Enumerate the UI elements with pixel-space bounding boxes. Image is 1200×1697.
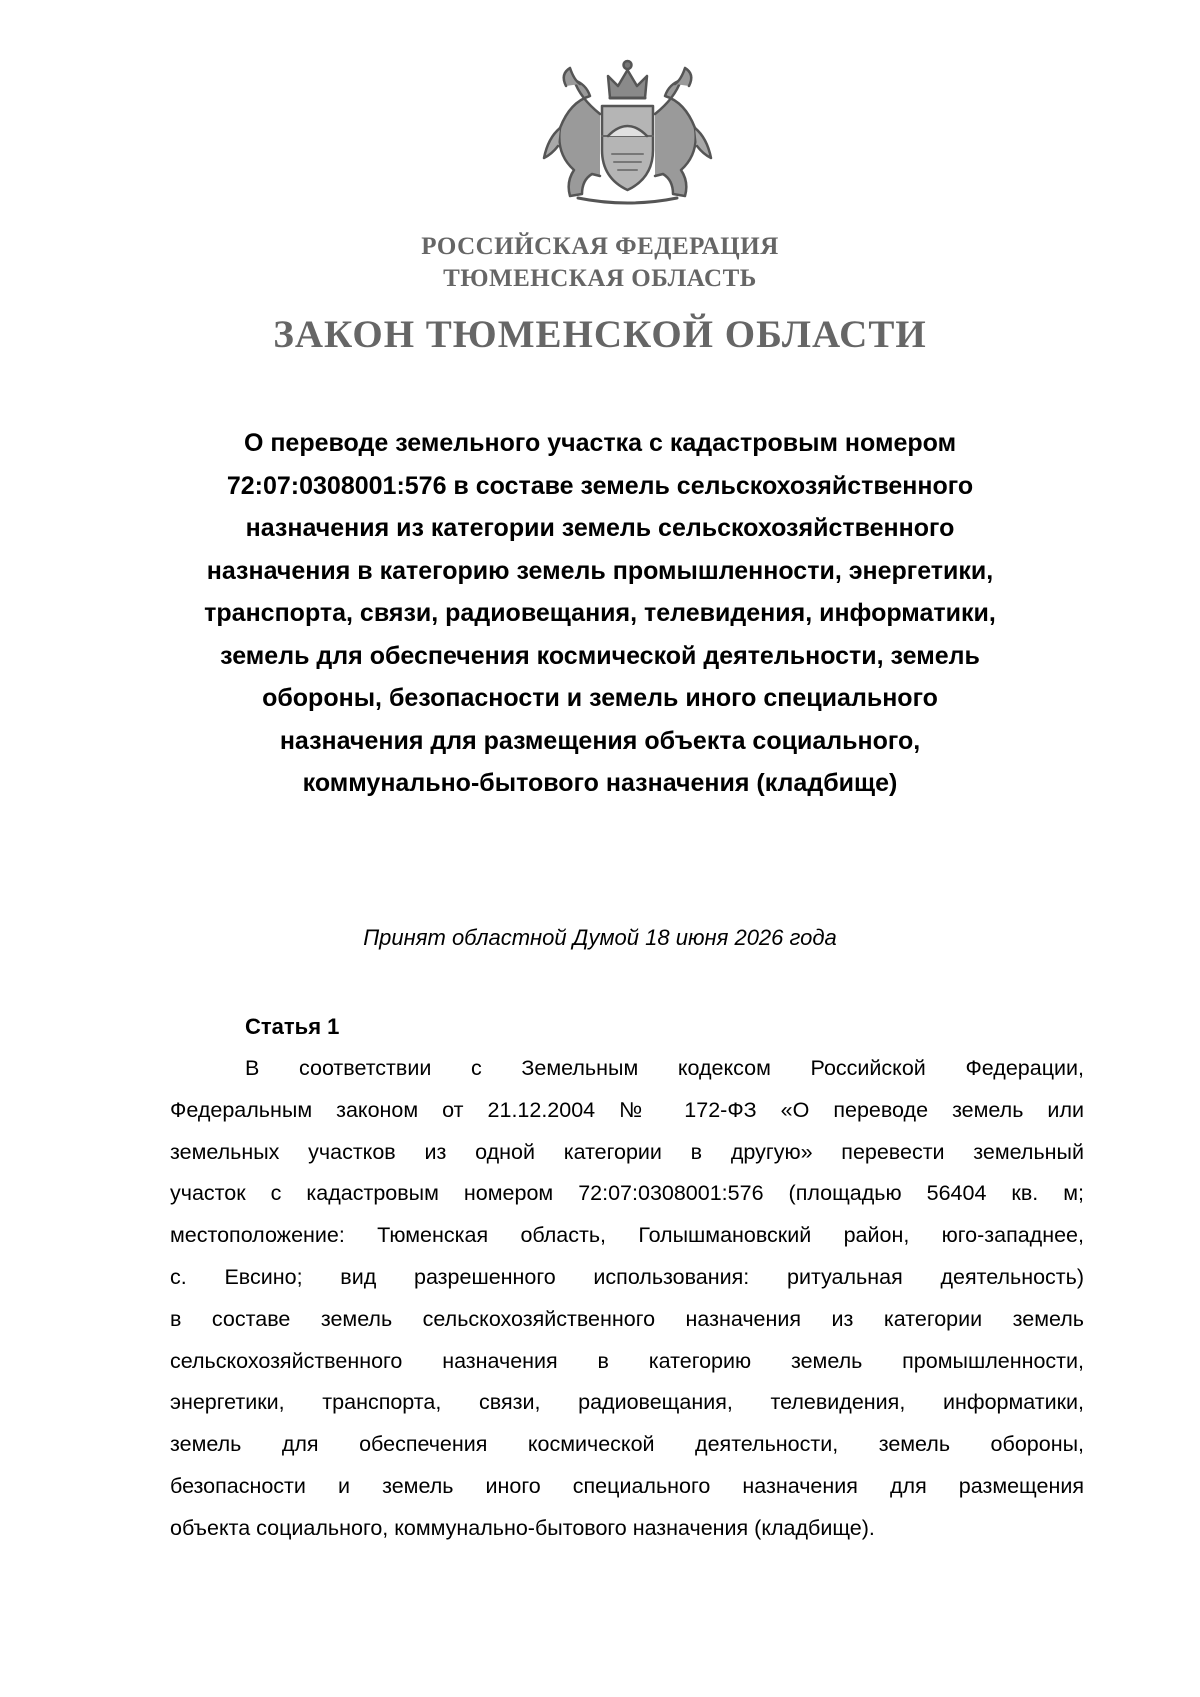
article-line: земельных участков из одной категории в другую» перевести земельный <box>170 1139 1084 1164</box>
title-line: 72:07:0308001:576 в составе земель сельскохозяйственного <box>226 471 974 500</box>
document-type-heading: ЗАКОН ТЮМЕНСКОЙ ОБЛАСТИ <box>273 313 927 356</box>
article-line: местоположение: Тюменская область, Голышмановский район, юго-западнее, <box>170 1223 1084 1248</box>
title-line: О переводе земельного участка с кадастровым номером <box>243 429 957 457</box>
article-line: В соответствии с Земельным кодексом Российской Федерации, <box>245 1056 1084 1080</box>
article-line: безопасности и земель иного специального назначения для размещения <box>170 1473 1084 1498</box>
country-heading: РОССИЙСКАЯ ФЕДЕРАЦИЯ <box>421 233 779 260</box>
adoption-note: Принят областной Думой 18 июня 2026 года <box>363 925 837 950</box>
title-line: земель для обеспечения космической деятельности, земель <box>220 641 980 670</box>
title-line: назначения в категорию земель промышленности, энергетики, <box>206 556 994 585</box>
title-line: коммунально-бытового назначения (кладбище) <box>302 769 898 797</box>
article-heading: Статья 1 <box>245 1014 340 1039</box>
region-heading: ТЮМЕНСКАЯ ОБЛАСТЬ <box>443 265 757 292</box>
article-line: энергетики, транспорта, связи, радиовещания, телевидения, информатики, <box>170 1390 1084 1415</box>
law-title <box>150 422 1050 805</box>
title-line: обороны, безопасности и земель иного специального <box>262 684 938 712</box>
article-line: в составе земель сельскохозяйственного назначения из категории земель <box>170 1306 1084 1331</box>
title-line: транспорта, связи, радиовещания, телевидения, информатики, <box>204 599 996 627</box>
article-line: участок с кадастровым номером 72:07:0308001:576 (площадью 56404 кв. м; <box>170 1181 1084 1206</box>
article-line: объекта социального, коммунально-бытового назначения (кладбище). <box>170 1515 875 1540</box>
title-line: назначения для размещения объекта социального, <box>279 726 921 755</box>
article-text <box>170 1048 1084 1550</box>
coat-of-arms-icon <box>530 58 725 208</box>
article-line: земель для обеспечения космической деятельности, земель обороны, <box>170 1432 1084 1457</box>
article-line: сельскохозяйственного назначения в категорию земель промышленности, <box>170 1348 1084 1373</box>
article-line: Федеральным законом от 21.12.2004 № 172-ФЗ «О переводе земель или <box>170 1097 1084 1122</box>
article-line: с. Евсино; вид разрешенного использования: ритуальная деятельность) <box>170 1264 1084 1289</box>
title-line: назначения из категории земель сельскохозяйственного <box>245 514 955 542</box>
